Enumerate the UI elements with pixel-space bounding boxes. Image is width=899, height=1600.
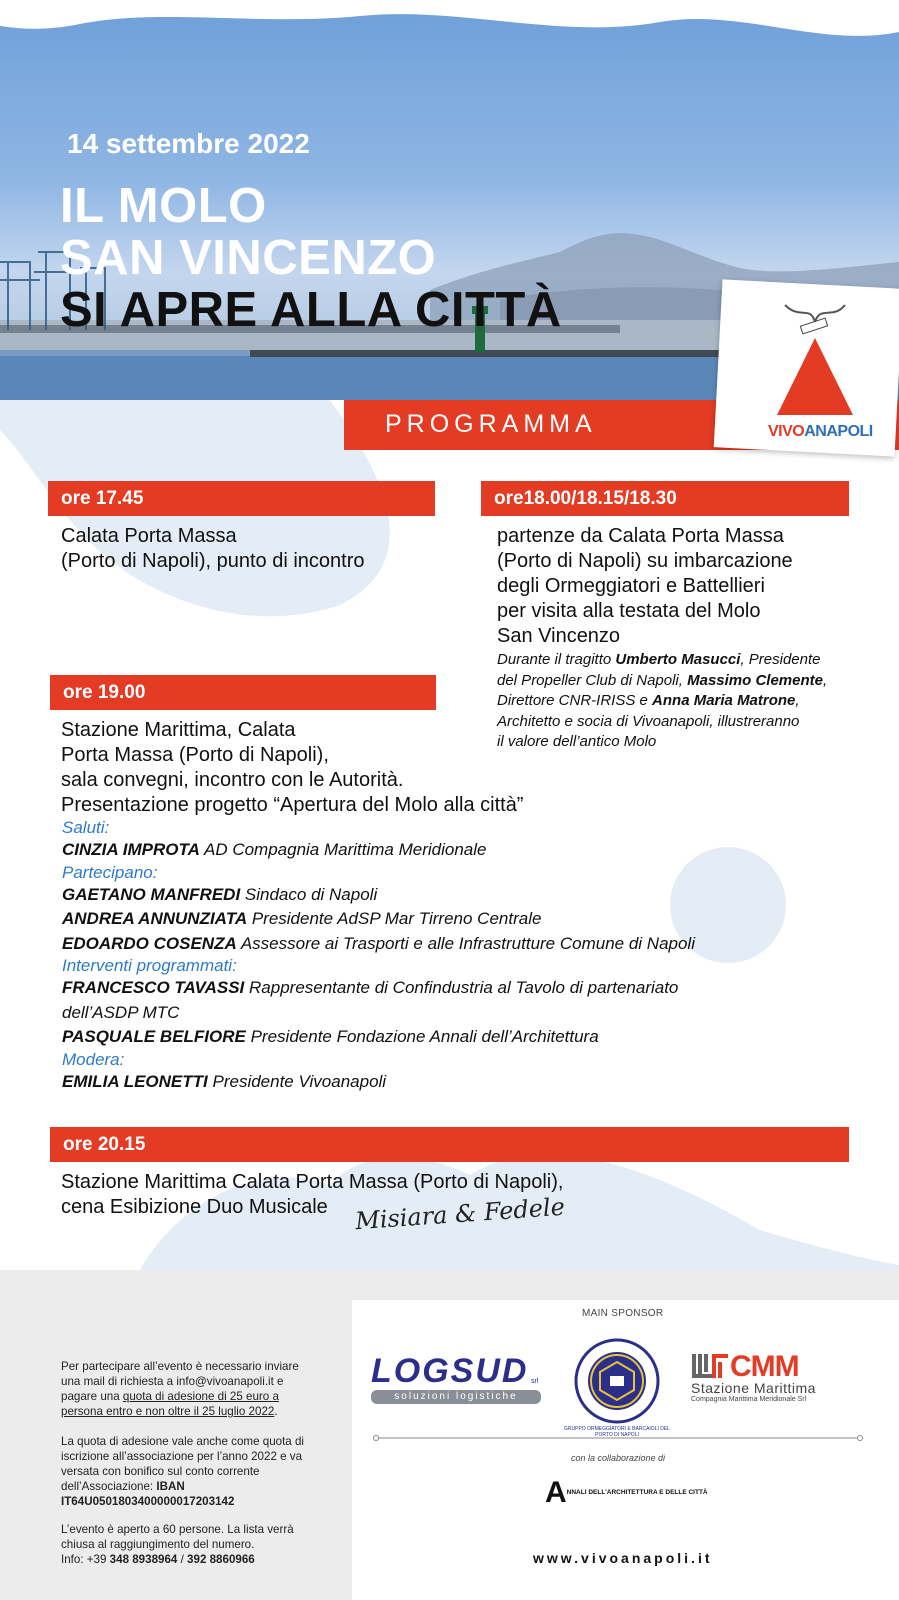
website-url[interactable]: www.vivoanapoli.it — [533, 1550, 713, 1566]
speaker-belfiore: PASQUALE BELFIORE Presidente Fondazione Annali dell’Architettura — [62, 1027, 599, 1046]
speaker-tavassi-cont: dell’ASDP MTC — [62, 1002, 180, 1022]
time-bar-1900: ore 19.00 — [50, 675, 436, 710]
main-sponsor-title: MAIN SPONSOR — [582, 1308, 664, 1319]
info-paragraph-1: Per partecipare all’evento è necessario inviare una mail di richiesta a info@vivoanapoli.it e pagare una quota di adesione di 25 euro a persona entro e non oltre il 25 luglio 2022. — [61, 1360, 299, 1418]
speaker-manfredi: GAETANO MANFREDI Sindaco di Napoli — [62, 884, 378, 904]
ormeggiatori-seal-icon — [574, 1338, 660, 1424]
partecipano-label: Partecipano: — [62, 862, 158, 882]
title-line-3: SI APRE ALLA CITTÀ — [60, 283, 562, 337]
logsud-logo — [371, 1354, 546, 1404]
interventi-label: Interventi programmati: — [62, 956, 237, 975]
speaker-annunziata: ANDREA ANNUNZIATA Presidente AdSP Mar Tirreno Centrale — [62, 909, 542, 928]
vivoanapoli-triangle-icon — [765, 300, 865, 420]
programma-label: PROGRAMMA — [385, 410, 597, 438]
speaker-improta: CINZIA IMPROTA AD Compagnia Marittima Meridionale — [62, 840, 487, 859]
annali-logo — [545, 1476, 708, 1510]
time-bar-1800: ore18.00/18.15/18.30 — [481, 481, 849, 516]
event-3-place: Stazione Marittima, Calata Porta Massa (Porto di Napoli), sala convegni, incontro con le Autorità. Presentazione progetto “Apertura del Molo alla città” — [61, 719, 524, 816]
cmm-logo-icon — [692, 1354, 728, 1378]
title-line-2: SAN VINCENZO — [60, 231, 437, 285]
annali-mark: A — [545, 1476, 567, 1509]
duo-signature: Misiara & Fedele — [354, 1192, 566, 1236]
annali-wordmark: NNALI DELL’ARCHITETTURA E DELLE CITTÀ — [566, 1489, 708, 1496]
cmm-wordmark: CMM — [730, 1350, 799, 1383]
event-2-place: partenze da Calata Porta Massa (Porto di Napoli) su imbarcazione degli Ormeggiatori e Battellieri per visita alla testata del Molo San Vincenzo — [497, 525, 793, 647]
modera-label: Modera: — [62, 1049, 125, 1069]
cmm-subtitle-2: Compagnia Marittima Meridionale Srl — [691, 1396, 807, 1403]
speaker-tavassi: FRANCESCO TAVASSI Rappresentante di Confindustria al Tavolo di partenariato — [62, 978, 679, 997]
event-date: 14 settembre 2022 — [67, 128, 310, 159]
info-paragraph-3: L’evento è aperto a 60 persone. La lista verrà chiusa al raggiungimento del numero. Info: +39 348 8938964 / 392 8860966 — [61, 1523, 294, 1566]
vivoanapoli-wordmark: VIVOANAPOLI — [768, 423, 873, 440]
seal-text: GRUPPO ORMEGGIATORI E BARCAIOLI DEL PORTO DI NAPOLI — [564, 1426, 670, 1438]
event-3-speakers — [62, 818, 862, 1094]
time-bar-2015: ore 20.15 — [50, 1127, 849, 1162]
sponsor-divider — [372, 1434, 864, 1442]
event-1-place: Calata Porta Massa (Porto di Napoli), punto di incontro — [61, 525, 365, 572]
time-bar-1745: ore 17.45 — [48, 481, 435, 516]
saluti-label: Saluti: — [62, 818, 110, 837]
footer-wave — [0, 1262, 899, 1302]
event-2-description: Durante il tragitto Umberto Masucci, Presidente del Propeller Club di Napoli, Massimo Clemente, Direttore CNR-IRISS e Anna Maria Matrone, Architetto e socia di Vivoanapoli, illustreranno il valore dell’antico Molo — [497, 651, 828, 750]
logsud-tagline: soluzioni logistiche — [371, 1390, 541, 1404]
cmm-subtitle: Stazione Marittima — [691, 1380, 816, 1396]
logsud-wordmark: LOGSUD — [371, 1352, 529, 1390]
title-line-1: IL MOLO — [60, 179, 267, 233]
event-4-place: Stazione Marittima Calata Porta Massa (Porto di Napoli), cena Esibizione Duo Musicale — [61, 1171, 564, 1218]
speaker-cosenza: EDOARDO COSENZA Assessore ai Trasporti e alle Infrastrutture Comune di Napoli — [62, 933, 695, 953]
collaboration-label: con la collaborazione di — [571, 1453, 666, 1463]
speaker-leonetti: EMILIA LEONETTI Presidente Vivoanapoli — [62, 1071, 387, 1091]
logsud-srl: srl — [531, 1378, 539, 1385]
info-paragraph-2: La quota di adesione vale anche come quota di iscrizione all’associazione per l’anno 2022 e va versata con bonifico sul conto corrente dell’Associazione: IBAN IT64U0501803400000017203142 — [61, 1435, 305, 1508]
